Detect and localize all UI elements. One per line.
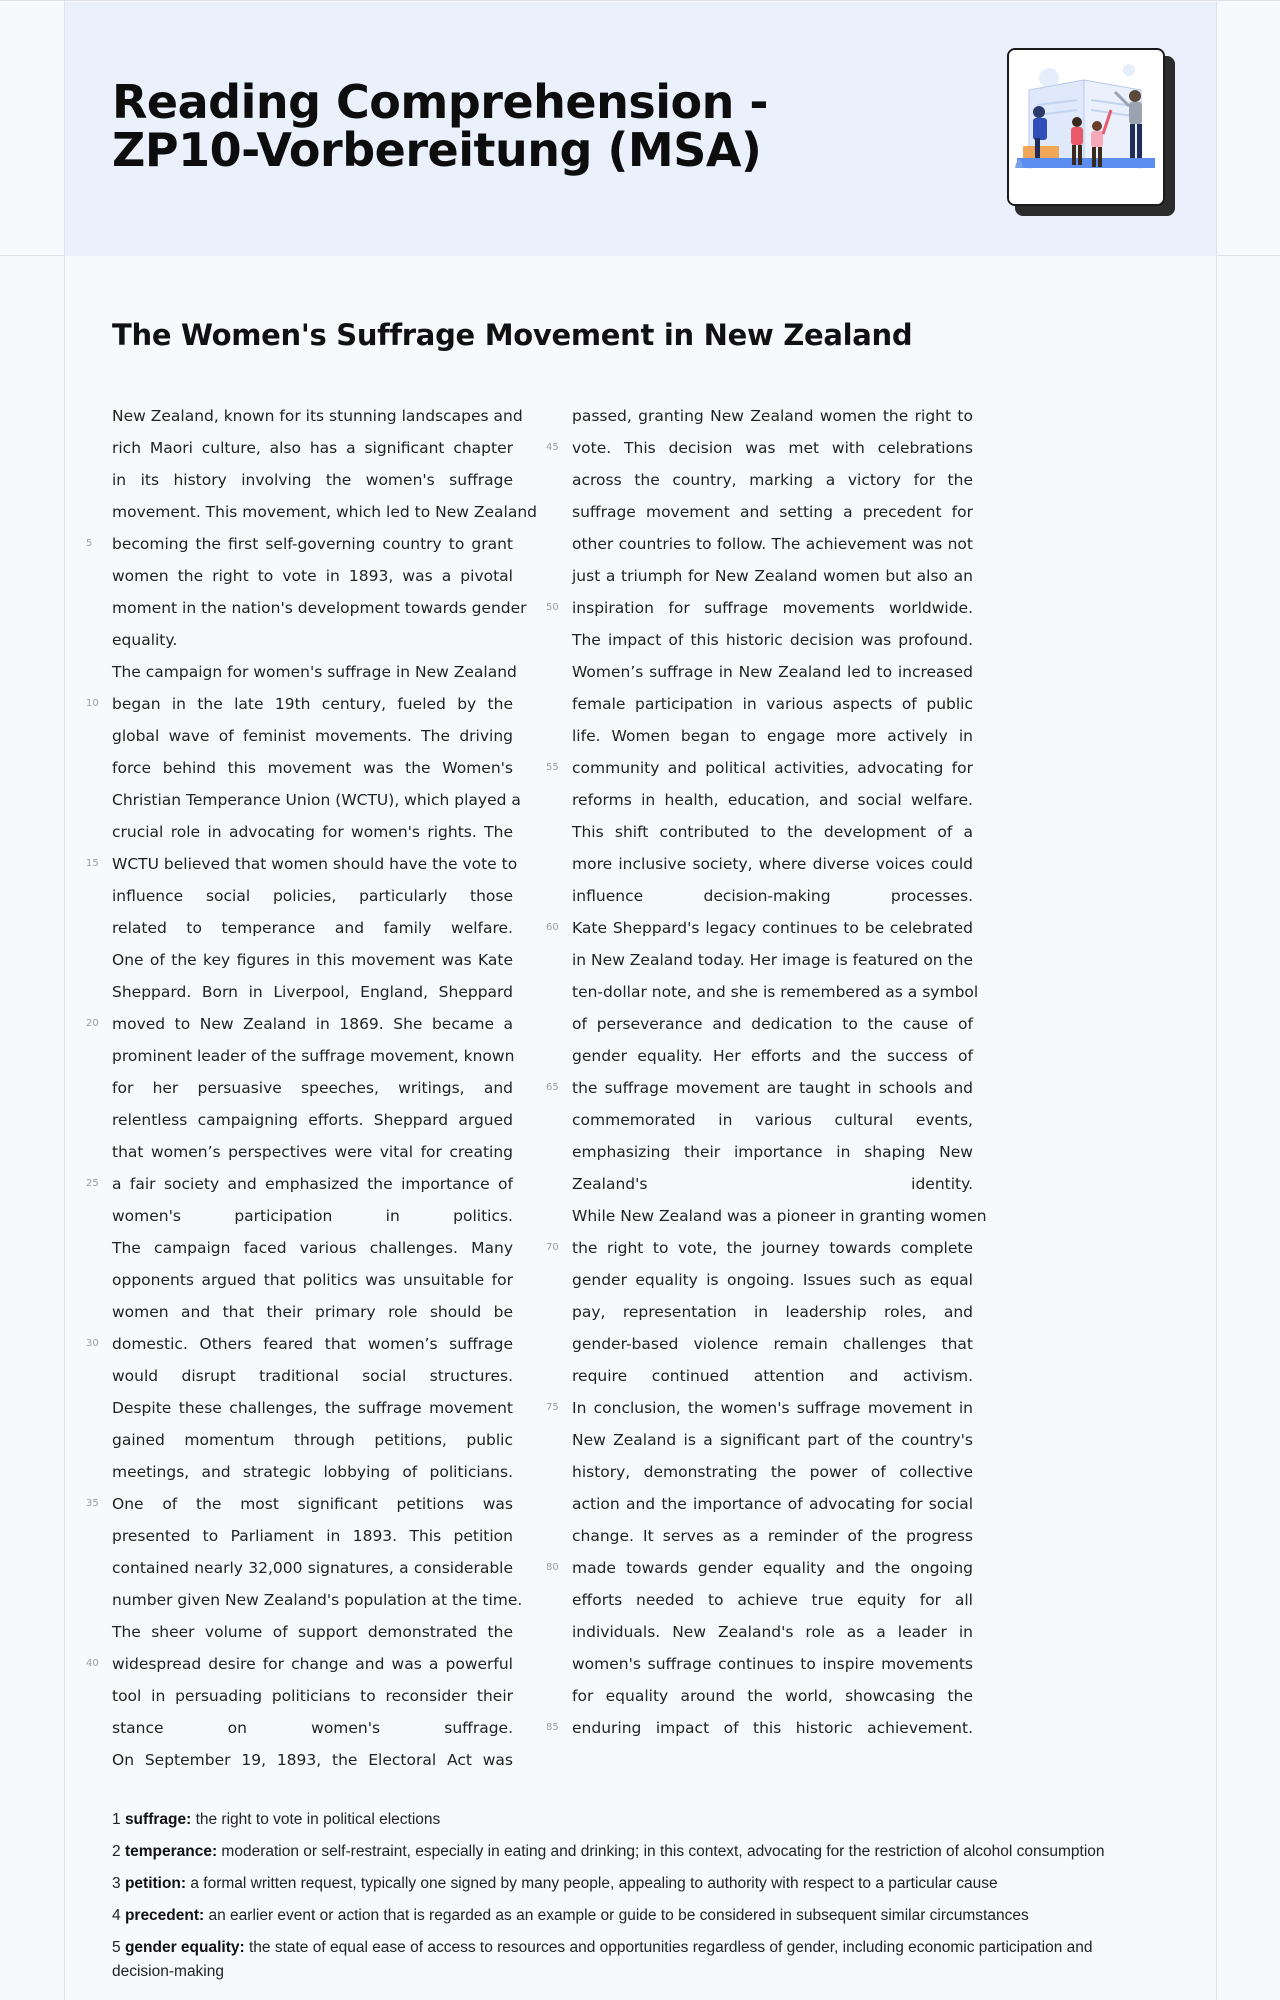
text-line — [112, 400, 523, 432]
line-text: One of the most significant petitions was — [112, 1495, 513, 1513]
line-text: that women’s perspectives were vital for creating — [112, 1143, 513, 1161]
text-line — [572, 848, 973, 880]
text-line — [112, 784, 521, 816]
text-line — [112, 1456, 513, 1488]
text-line — [112, 1584, 523, 1616]
line-text: Zealand's identity. — [572, 1175, 973, 1193]
title-line-2: ZP10-Vorbereitung (MSA) — [112, 123, 762, 177]
line-text: of perseverance and dedication to the cause of — [572, 1015, 973, 1033]
text-line — [546, 1392, 973, 1424]
text-line — [112, 1552, 513, 1584]
text-line — [86, 1648, 513, 1680]
line-text: in New Zealand today. Her image is featured on the — [572, 951, 973, 969]
text-line — [112, 496, 537, 528]
text-line — [572, 624, 973, 656]
footnote-item — [112, 1872, 1152, 1896]
text-line — [112, 1680, 513, 1712]
text-line — [546, 912, 973, 944]
footnote-item — [112, 1808, 1152, 1832]
line-number: 70 — [546, 1242, 559, 1253]
line-text: Christian Temperance Union (WCTU), which played a — [112, 791, 521, 809]
title-line-1: Reading Comprehension - — [112, 75, 768, 129]
line-text: require continued attention and activism. — [572, 1367, 973, 1385]
text-line — [112, 432, 513, 464]
text-line — [546, 432, 973, 464]
line-text: New Zealand is a significant part of the country's — [572, 1431, 973, 1449]
line-text: Despite these challenges, the suffrage movement — [112, 1399, 513, 1417]
text-line — [572, 1264, 973, 1296]
line-text: stance on women's suffrage. — [112, 1719, 513, 1737]
line-text: suffrage movement and setting a precedent for — [572, 503, 973, 521]
text-line — [86, 1168, 513, 1200]
line-number: 60 — [546, 922, 559, 933]
text-line — [572, 944, 973, 976]
text-line — [112, 1232, 513, 1264]
text-line — [112, 1744, 513, 1776]
line-text: history, demonstrating the power of collective — [572, 1463, 973, 1481]
line-text: related to temperance and family welfare. — [112, 919, 513, 937]
footnote-number: 4 — [112, 1907, 121, 1924]
text-line — [546, 1232, 973, 1264]
text-line — [572, 1520, 973, 1552]
text-line — [572, 880, 973, 912]
text-line — [112, 464, 513, 496]
text-line — [572, 1680, 973, 1712]
footnote-term: suffrage: — [124, 1811, 192, 1828]
line-number: 80 — [546, 1562, 559, 1573]
footnote-term: petition: — [124, 1875, 187, 1892]
line-text: Sheppard. Born in Liverpool, England, Sheppard — [112, 983, 513, 1001]
line-text: commemorated in various cultural events, — [572, 1111, 973, 1129]
line-text: tool in persuading politicians to reconsider their — [112, 1687, 513, 1705]
people-reading-book-illustration-icon — [1007, 48, 1165, 206]
line-text: This shift contributed to the development of a — [572, 823, 973, 841]
text-line — [546, 1712, 973, 1744]
line-text: WCTU believed that women should have the vote to — [112, 855, 518, 873]
line-text: influence social policies, particularly those — [112, 887, 513, 905]
text-line — [86, 528, 513, 560]
line-number: 30 — [86, 1338, 99, 1349]
line-text: relentless campaigning efforts. Sheppard argued — [112, 1111, 513, 1129]
text-line — [572, 1200, 987, 1232]
text-line — [112, 976, 513, 1008]
footnote-item — [112, 1840, 1152, 1864]
line-number: 75 — [546, 1402, 559, 1413]
footnote-term: temperance: — [124, 1843, 218, 1860]
footnote-definition: a formal written request, typically one signed by many people, appealing to authority with respect to a particular cause — [186, 1875, 998, 1892]
page-title — [112, 75, 872, 177]
text-line — [546, 1072, 973, 1104]
line-text: moved to New Zealand in 1869. She became a — [112, 1015, 513, 1033]
line-text: number given New Zealand's population at the time. — [112, 1591, 523, 1609]
footnote-definition: the right to vote in political elections — [191, 1811, 441, 1828]
line-text: The sheer volume of support demonstrated the — [112, 1623, 513, 1641]
line-text: becoming the first self-governing country to grant — [112, 535, 513, 553]
text-line — [112, 944, 513, 976]
line-text: While New Zealand was a pioneer in granting women — [572, 1207, 987, 1225]
line-text: movement. This movement, which led to New Zealand — [112, 503, 537, 521]
line-text: community and political activities, advocating for — [572, 759, 973, 777]
text-line — [572, 784, 973, 816]
line-text: presented to Parliament in 1893. This petition — [112, 1527, 513, 1545]
text-line — [572, 688, 973, 720]
line-text: passed, granting New Zealand women the right to — [572, 407, 973, 425]
footnote-definition: the state of equal ease of access to resources and opportunities regardless of gender, including economic participation and decision-making — [112, 1939, 1093, 1980]
text-line — [86, 688, 513, 720]
line-text: prominent leader of the suffrage movement, known — [112, 1047, 515, 1065]
text-line — [572, 816, 973, 848]
line-text: efforts needed to achieve true equity for all — [572, 1591, 973, 1609]
text-line — [546, 1552, 973, 1584]
line-text: enduring impact of this historic achievement. — [572, 1719, 973, 1737]
text-line — [572, 656, 973, 688]
text-line — [112, 1424, 513, 1456]
footnote-term: gender equality: — [124, 1939, 245, 1956]
line-number: 35 — [86, 1498, 99, 1509]
text-line — [112, 720, 513, 752]
text-line — [572, 1584, 973, 1616]
line-text: action and the importance of advocating for social — [572, 1495, 973, 1513]
line-text: equality. — [112, 631, 178, 649]
footnote-term: precedent: — [124, 1907, 205, 1924]
line-text: gender equality is ongoing. Issues such as equal — [572, 1271, 973, 1289]
line-text: women and that their primary role should be — [112, 1303, 513, 1321]
line-text: In conclusion, the women's suffrage movement in — [572, 1399, 973, 1417]
line-text: women's suffrage continues to inspire movements — [572, 1655, 973, 1673]
line-text: domestic. Others feared that women’s suffrage — [112, 1335, 513, 1353]
line-number: 5 — [86, 538, 93, 549]
text-line — [112, 880, 513, 912]
line-text: emphasizing their importance in shaping New — [572, 1143, 973, 1161]
line-number: 65 — [546, 1082, 559, 1093]
line-text: gender-based violence remain challenges that — [572, 1335, 973, 1353]
text-line — [86, 1008, 513, 1040]
text-line — [572, 528, 973, 560]
footnote-number: 1 — [112, 1811, 121, 1828]
text-line — [572, 1360, 973, 1392]
line-text: individuals. New Zealand's role as a leader in — [572, 1623, 973, 1641]
text-column-left — [86, 400, 537, 1776]
text-line — [572, 1328, 973, 1360]
text-line — [572, 1456, 973, 1488]
line-number: 55 — [546, 762, 559, 773]
text-column-right — [546, 400, 987, 1744]
line-text: vote. This decision was met with celebrations — [572, 439, 973, 457]
line-text: widespread desire for change and was a powerful — [112, 1655, 513, 1673]
line-text: ten-dollar note, and she is remembered as a symbol — [572, 983, 979, 1001]
text-line — [572, 560, 973, 592]
line-text: for her persuasive speeches, writings, and — [112, 1079, 513, 1097]
line-text: influence decision-making processes. — [572, 887, 973, 905]
text-line — [112, 1040, 513, 1072]
line-text: in its history involving the women's suffrage — [112, 471, 513, 489]
text-line — [112, 560, 513, 592]
line-text: force behind this movement was the Women's — [112, 759, 513, 777]
text-line — [572, 1616, 973, 1648]
text-line — [112, 1616, 513, 1648]
text-line — [572, 1040, 973, 1072]
text-line — [572, 1136, 973, 1168]
text-line — [86, 1488, 513, 1520]
line-text: moment in the nation's development towards gender — [112, 599, 527, 617]
text-line — [112, 1200, 513, 1232]
line-text: reforms in health, education, and social welfare. — [572, 791, 973, 809]
line-number: 25 — [86, 1178, 99, 1189]
line-number: 85 — [546, 1722, 559, 1733]
line-text: just a triumph for New Zealand women but also an — [572, 567, 973, 585]
line-text: women's participation in politics. — [112, 1207, 513, 1225]
line-text: women the right to vote in 1893, was a pivotal — [112, 567, 513, 585]
line-text: New Zealand, known for its stunning landscapes and — [112, 407, 523, 425]
text-line — [572, 1488, 973, 1520]
text-line — [112, 1104, 513, 1136]
line-text: The campaign faced various challenges. Many — [112, 1239, 513, 1257]
line-number: 20 — [86, 1018, 99, 1029]
line-text: gained momentum through petitions, public — [112, 1431, 513, 1449]
text-line — [112, 592, 527, 624]
text-line — [112, 752, 513, 784]
line-text: across the country, marking a victory for the — [572, 471, 973, 489]
text-line — [112, 1072, 513, 1104]
footnote-number: 2 — [112, 1843, 121, 1860]
line-text: Women’s suffrage in New Zealand led to increased — [572, 663, 973, 681]
text-line — [572, 720, 973, 752]
text-line — [572, 496, 973, 528]
line-text: opponents argued that politics was unsuitable for — [112, 1271, 513, 1289]
line-text: a fair society and emphasized the importance of — [112, 1175, 513, 1193]
illustration-graphic — [1009, 50, 1163, 204]
line-text: rich Maori culture, also has a significant chapter — [112, 439, 513, 457]
line-text: pay, representation in leadership roles, and — [572, 1303, 973, 1321]
text-line — [572, 1296, 973, 1328]
line-text: change. It serves as a reminder of the progress — [572, 1527, 973, 1545]
text-line — [112, 1392, 513, 1424]
line-text: more inclusive society, where diverse voices could — [572, 855, 973, 873]
line-text: female participation in various aspects of public — [572, 695, 973, 713]
text-line — [572, 976, 979, 1008]
text-line — [86, 1328, 513, 1360]
line-text: began in the late 19th century, fueled by the — [112, 695, 513, 713]
text-line — [572, 1648, 973, 1680]
footnote-definition: moderation or self-restraint, especially in eating and drinking; in this context, advocating for the restriction of alcohol consumption — [217, 1843, 1105, 1860]
line-number: 10 — [86, 698, 99, 709]
line-text: The campaign for women's suffrage in New Zealand — [112, 663, 517, 681]
line-number: 40 — [86, 1658, 99, 1669]
text-line — [572, 1104, 973, 1136]
text-line — [112, 624, 513, 656]
footnote-number: 3 — [112, 1875, 121, 1892]
text-line — [572, 464, 973, 496]
text-line — [112, 1296, 513, 1328]
line-text: gender equality. Her efforts and the success of — [572, 1047, 973, 1065]
line-text: inspiration for suffrage movements worldwide. — [572, 599, 973, 617]
footnote-definition: an earlier event or action that is regarded as an example or guide to be considered in subsequent similar circumstances — [204, 1907, 1029, 1924]
line-text: On September 19, 1893, the Electoral Act was — [112, 1751, 513, 1769]
footnote-number: 5 — [112, 1939, 121, 1956]
line-text: global wave of feminist movements. The driving — [112, 727, 513, 745]
text-line — [112, 1136, 513, 1168]
text-line — [112, 912, 513, 944]
line-text: The impact of this historic decision was profound. — [572, 631, 973, 649]
text-line — [112, 656, 517, 688]
line-number: 50 — [546, 602, 559, 613]
line-text: would disrupt traditional social structures. — [112, 1367, 513, 1385]
text-line — [86, 848, 518, 880]
line-text: meetings, and strategic lobbying of politicians. — [112, 1463, 513, 1481]
line-text: made towards gender equality and the ongoing — [572, 1559, 973, 1577]
text-line — [572, 400, 973, 432]
text-line — [546, 592, 973, 624]
line-text: contained nearly 32,000 signatures, a considerable — [112, 1559, 513, 1577]
line-text: crucial role in advocating for women's rights. The — [112, 823, 513, 841]
line-text: the right to vote, the journey towards complete — [572, 1239, 973, 1257]
line-text: life. Women began to engage more actively in — [572, 727, 973, 745]
line-text: One of the key figures in this movement was Kate — [112, 951, 513, 969]
footnote-item — [112, 1904, 1152, 1928]
text-line — [112, 1264, 513, 1296]
line-text: the suffrage movement are taught in schools and — [572, 1079, 973, 1097]
footnotes — [112, 1808, 1152, 1992]
line-text: for equality around the world, showcasing the — [572, 1687, 973, 1705]
line-text: other countries to follow. The achievement was not — [572, 535, 973, 553]
text-line — [112, 1360, 513, 1392]
text-line — [572, 1168, 973, 1200]
article-title: The Women's Suffrage Movement in New Zealand — [112, 318, 913, 352]
line-number: 45 — [546, 442, 559, 453]
text-line — [546, 752, 973, 784]
line-number: 15 — [86, 858, 99, 869]
line-text: Kate Sheppard's legacy continues to be celebrated — [572, 919, 973, 937]
text-line — [112, 1520, 513, 1552]
text-line — [112, 816, 513, 848]
text-line — [572, 1008, 973, 1040]
footnote-item — [112, 1936, 1152, 1984]
text-line — [572, 1424, 973, 1456]
text-line — [112, 1712, 513, 1744]
